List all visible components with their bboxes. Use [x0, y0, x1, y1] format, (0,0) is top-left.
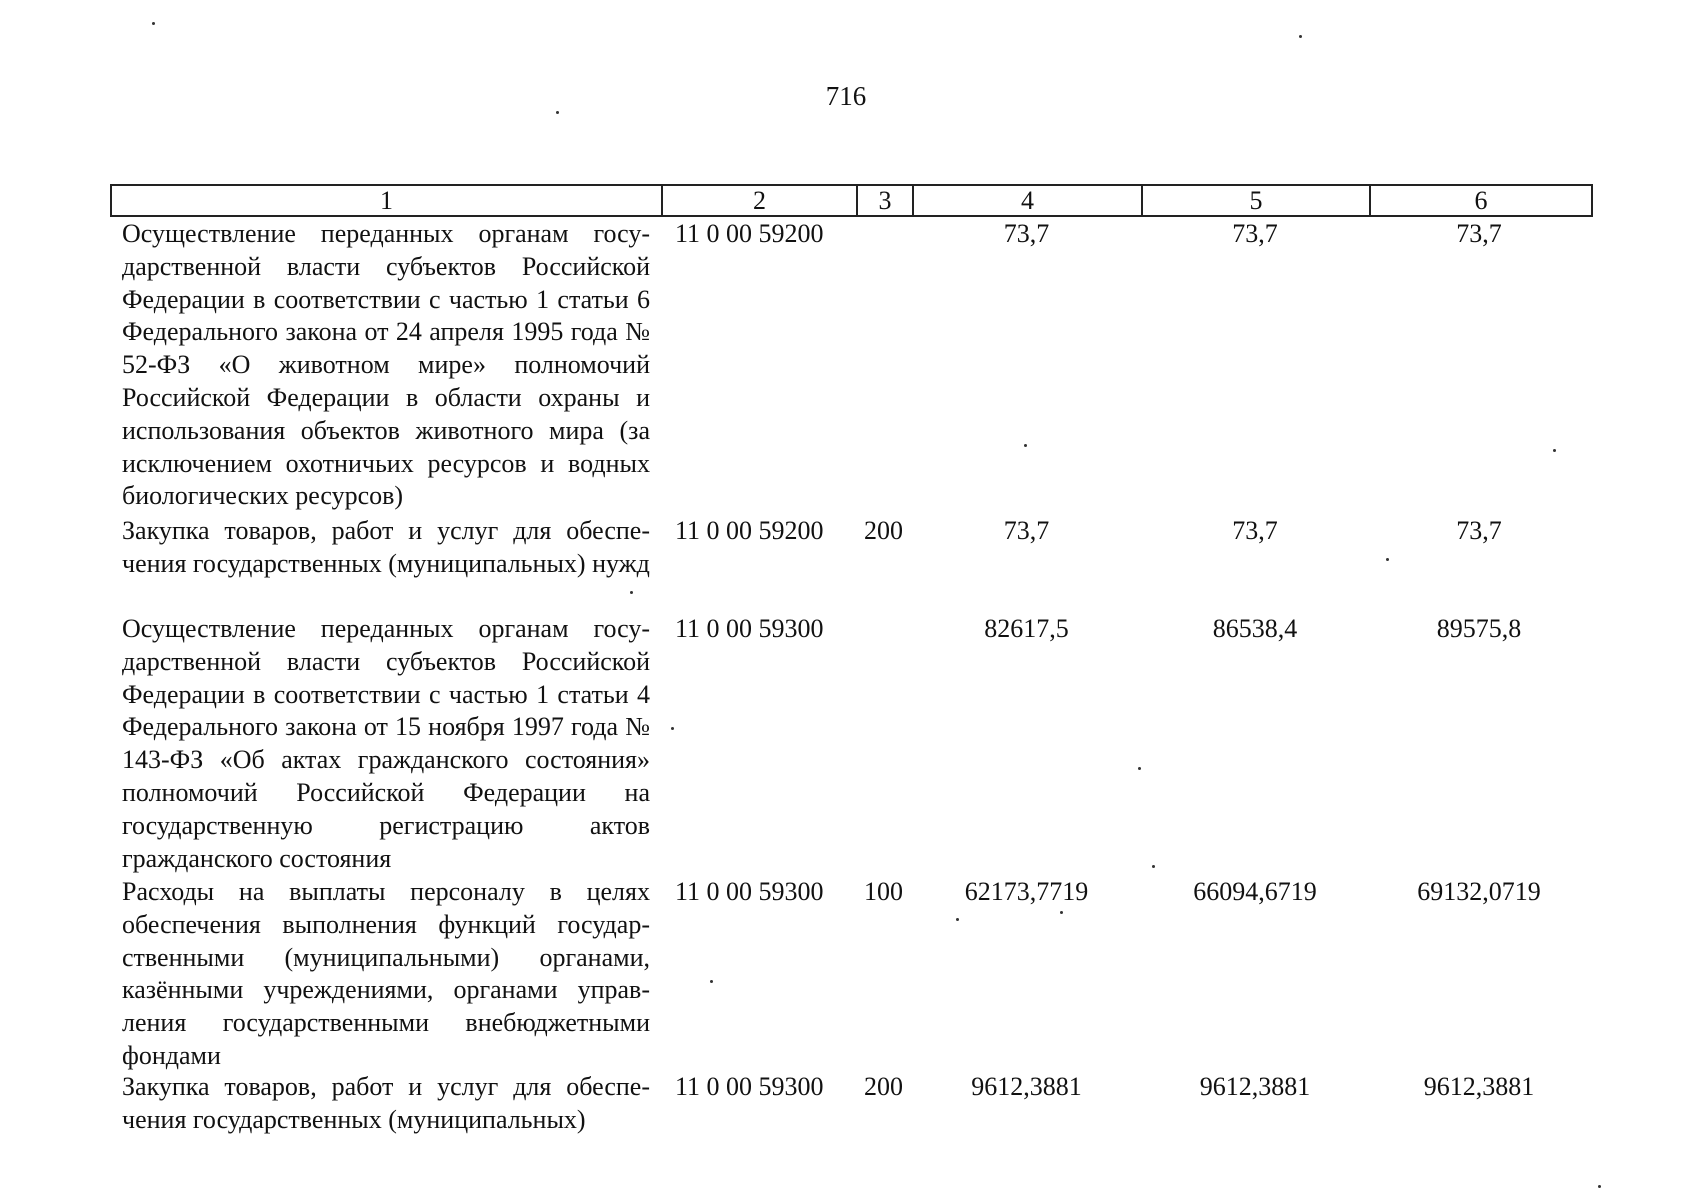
scan-speck — [1060, 911, 1063, 914]
scan-speck — [1299, 35, 1302, 38]
row-value-col6: 69132,0719 — [1417, 877, 1541, 906]
scan-speck — [671, 727, 674, 730]
column-header-4: 4 — [914, 186, 1143, 215]
row-value-col4: 73,7 — [1003, 516, 1050, 545]
column-header-6: 6 — [1474, 186, 1488, 215]
scan-speck — [710, 980, 713, 983]
row-value-col5: 73,7 — [1232, 219, 1278, 248]
row-value-col5: 9612,3881 — [1199, 1072, 1311, 1101]
row-description: Расходы на выплаты персоналу в целях обеспечения выполнения функций государственными (муниципальными) органами, казёнными учреждениями, органами управления государственными внебюджетными фондами — [122, 877, 650, 1070]
page-number: 716 — [825, 81, 867, 111]
row-value-col4: 62173,7719 — [964, 877, 1089, 906]
row-expense-type: 200 — [864, 1072, 903, 1101]
scan-speck — [1024, 444, 1027, 447]
row-code: 11 0 00 59300 — [675, 877, 824, 906]
row-description: Осуществление переданных органам государственной власти субъектов Российской Федерации в соответствии с частью 1 статьи 4 Федерального закона от 15 ноября 1997 года № 143-ФЗ «Об актах гражданского состояния» полномочий Российской Федерации на государственную регистрацию актов гражданского состояния — [122, 614, 650, 873]
scan-speck — [1152, 865, 1155, 868]
column-header-1: 1 — [112, 186, 663, 215]
scan-speck — [1598, 1185, 1601, 1188]
row-value-col6: 9612,3881 — [1423, 1072, 1535, 1101]
row-value-col4: 73,7 — [1003, 219, 1050, 248]
scan-speck — [556, 111, 559, 114]
row-value-col5: 66094,6719 — [1193, 877, 1317, 906]
scan-speck — [956, 918, 959, 921]
row-code: 11 0 00 59300 — [675, 1072, 824, 1101]
scan-speck — [1138, 767, 1141, 770]
scan-speck — [1386, 558, 1389, 561]
column-header-2: 2 — [663, 186, 858, 215]
row-description: Закупка товаров, работ и услуг для обеспечения государственных (муниципальных) — [122, 1072, 650, 1134]
scan-speck — [630, 591, 633, 594]
column-header-row — [110, 184, 1593, 217]
row-value-col6: 89575,8 — [1436, 614, 1522, 643]
row-expense-type: 200 — [864, 516, 903, 545]
row-expense-type: 100 — [864, 877, 903, 906]
row-value-col5: 86538,4 — [1212, 614, 1298, 643]
row-code: 11 0 00 59200 — [675, 516, 824, 545]
row-value-col4: 9612,3881 — [971, 1072, 1082, 1101]
row-value-col6: 73,7 — [1456, 219, 1502, 248]
row-value-col5: 73,7 — [1232, 516, 1278, 545]
column-header-5: 5 — [1143, 186, 1371, 215]
row-description: Закупка товаров, работ и услуг для обеспечения государственных (муниципальных) нужд — [122, 516, 650, 578]
row-code: 11 0 00 59200 — [675, 219, 824, 248]
row-value-col6: 73,7 — [1456, 516, 1502, 545]
row-value-col4: 82617,5 — [984, 614, 1069, 643]
column-header-3: 3 — [858, 186, 914, 215]
row-code: 11 0 00 59300 — [675, 614, 824, 643]
row-description: Осуществление переданных органам государственной власти субъектов Российской Федерации в соответствии с частью 1 статьи 6 Федерального закона от 24 апреля 1995 года № 52-ФЗ «О животном мире» полномочий Российской Федерации в области охраны и использования объектов животного мира (за исключением охотничьих ресурсов и водных биологических ресурсов) — [122, 219, 650, 511]
scan-speck — [1553, 449, 1556, 452]
scan-speck — [152, 22, 155, 25]
